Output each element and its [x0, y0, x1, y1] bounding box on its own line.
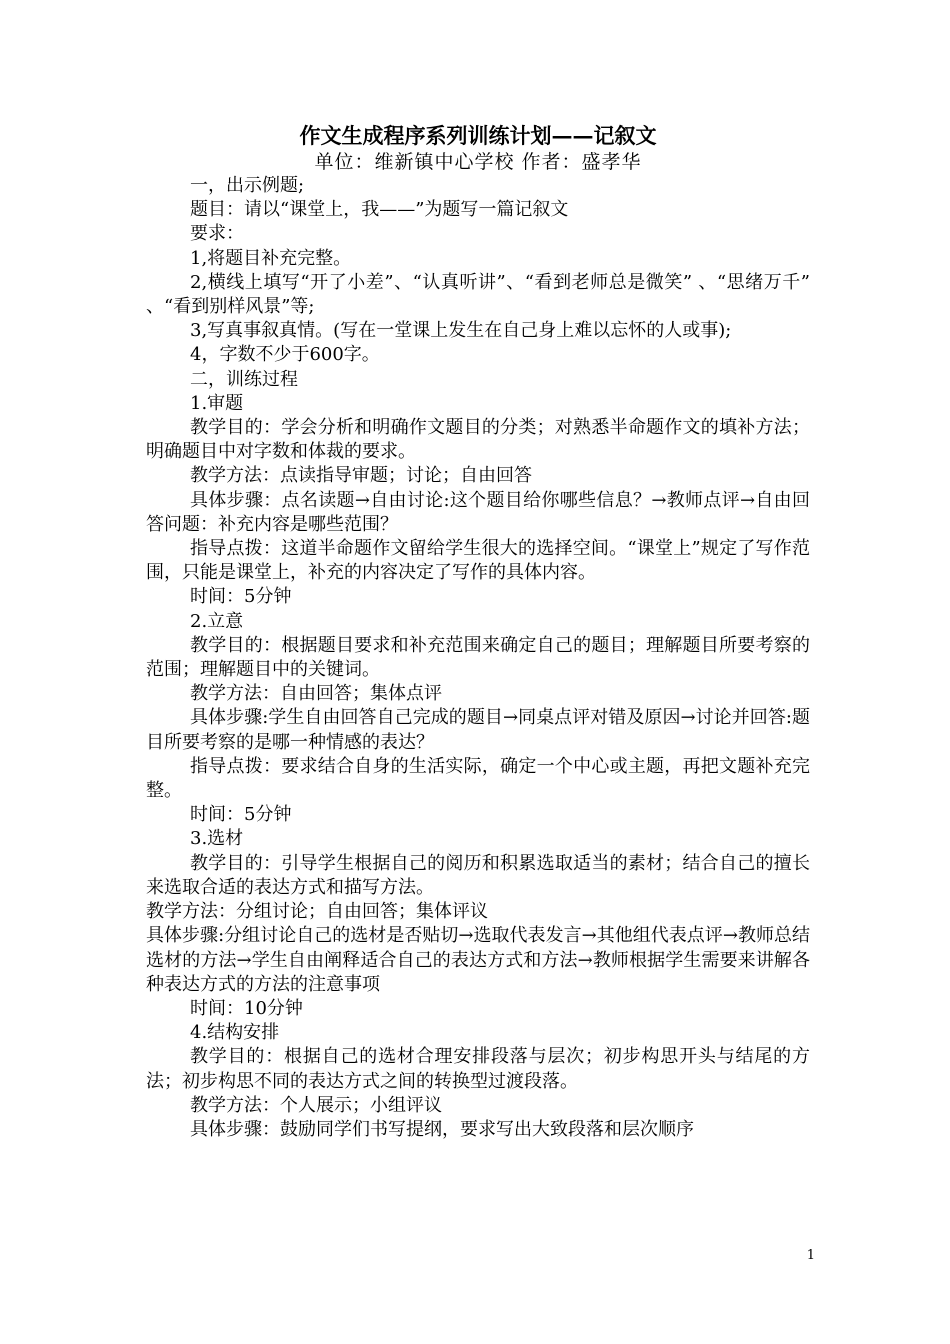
step-heading-theme: 2.立意	[190, 610, 244, 632]
paragraph: 时间：10分钟	[190, 997, 303, 1019]
requirements-label: 要求：	[190, 223, 244, 245]
paragraph: 具体步骤:分组讨论自己的选材是否贴切→选取代表发言→其他组代表点评→教师总结选材的方法→学生自由阐释适合自己的表达方式和方法→教师根据学生需要来讲解各种表达方式的方法的注意事项	[146, 925, 810, 995]
section-heading-example: 一，出示例题;	[190, 175, 305, 196]
requirement-item-4: 4，字数不少于600字。	[190, 344, 380, 366]
paragraph: 具体步骤：鼓励同学们书写提纲，要求写出大致段落和层次顺序	[190, 1118, 694, 1140]
paragraph: 教学目的：根据自己的选材合理安排段落与层次；初步构思开头与结尾的方法；初步构思不同的表达方式之间的转换型过渡段落。	[146, 1046, 810, 1092]
paragraph: 指导点拨：要求结合自身的生活实际，确定一个中心或主题，再把文题补充完整。	[146, 755, 810, 802]
paragraph: 教学方法：个人展示；小组评议	[190, 1094, 442, 1116]
step-heading-review: 1.审题	[190, 392, 244, 414]
paragraph: 教学目的：根据题目要求和补充范围来确定自己的题目；理解题目所要考察的范围；理解题目中的关键词。	[146, 634, 810, 681]
paragraph: 时间：5分钟	[190, 804, 292, 826]
paragraph: 指导点拨：这道半命题作文留给学生很大的选择空间。“课堂上”规定了写作范围，只能是课堂上，补充的内容决定了写作的具体内容。	[146, 538, 810, 584]
paragraph: 教学方法：分组讨论；自由回答；集体评议	[146, 901, 488, 923]
document-title: 作文生成程序系列训练计划——记叙文	[299, 123, 657, 148]
section-heading-training: 二，训练过程	[190, 368, 298, 390]
step-heading-material: 3.选材	[190, 828, 244, 850]
requirement-item-2: 2,横线上填写“开了小差”、“认真听讲”、“看到老师总是微笑” 、“思绪万千” 、“看到别样风景”等;	[146, 271, 810, 318]
paragraph: 具体步骤：点名读题→自由讨论:这个题目给你哪些信息？→教师点评→自由回答问题：补充内容是哪些范围？	[146, 489, 810, 535]
paragraph: 教学方法：点读指导审题；讨论；自由回答	[190, 465, 532, 487]
document-byline: 单位：维新镇中心学校 作者：盛孝华	[314, 151, 642, 173]
paragraph: 时间：5分钟	[190, 586, 292, 608]
page-number: 1	[806, 1248, 815, 1263]
example-topic: 题目：请以“课堂上，我——”为题写一篇记叙文	[190, 199, 569, 221]
paragraph: 教学目的：引导学生根据自己的阅历和积累选取适当的素材；结合自己的擅长来选取合适的表达方式和描写方法。	[146, 852, 810, 898]
step-heading-structure: 4.结构安排	[190, 1022, 280, 1044]
paragraph: 教学目的：学会分析和明确作文题目的分类；对熟悉半命题作文的填补方法；明确题目中对字数和体裁的要求。	[146, 417, 810, 463]
requirement-item-1: 1,将题目补充完整。	[190, 247, 352, 269]
paragraph: 教学方法：自由回答；集体点评	[190, 683, 442, 705]
requirement-item-3: 3,写真事叙真情。(写在一堂课上发生在自己身上难以忘怀的人或事);	[190, 320, 732, 342]
document-body	[146, 122, 810, 1142]
paragraph: 具体步骤:学生自由回答自己完成的题目→同桌点评对错及原因→讨论并回答:题目所要考察的是哪一种情感的表达？	[146, 707, 810, 753]
